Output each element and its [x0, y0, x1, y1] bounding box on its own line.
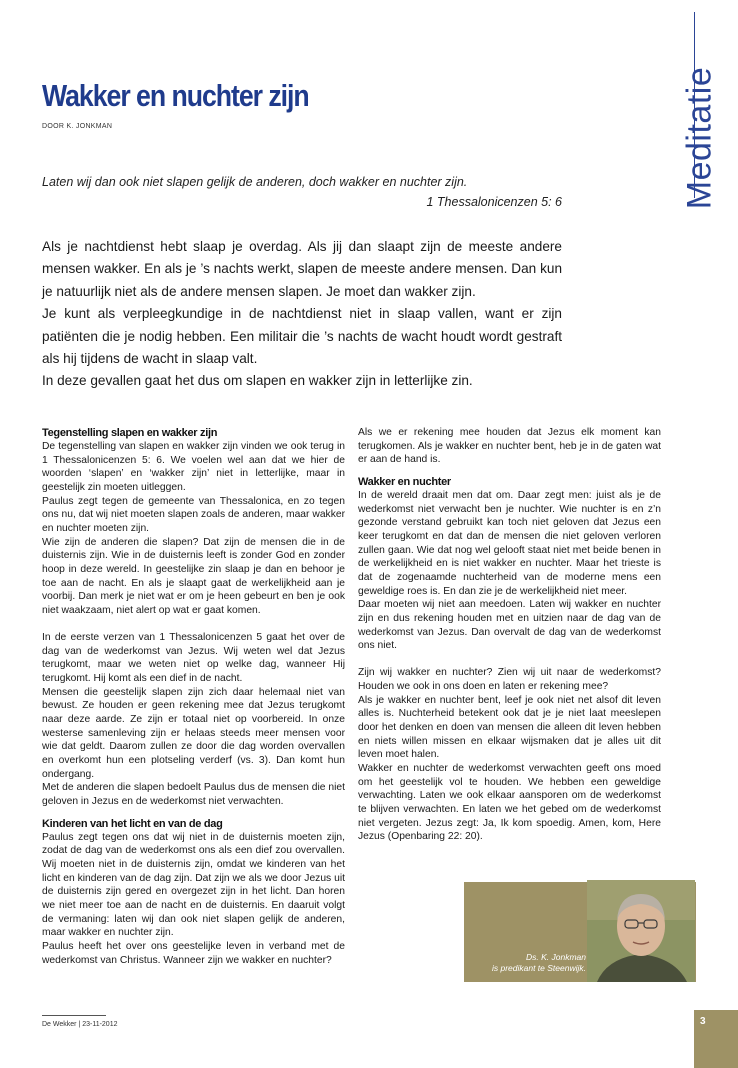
section-heading: Tegenstelling slapen en wakker zijn — [42, 427, 218, 439]
right-column — [358, 426, 661, 844]
body-paragraph: Als we er rekening mee houden dat Jezus elk moment kan terugkomen. Als je wakker en nuchter bent, heb je in de gaten wat er aan de hand is. — [358, 427, 661, 466]
intro-paragraph: Je kunt als verpleegkundige in de nachtdienst niet in slaap vallen, want er zijn patiënten die je nodig hebben. Een militair die ’s nachts de wacht houdt wordt gestraft als hij tijdens de wacht in slaap valt. — [42, 306, 562, 367]
left-column — [42, 426, 345, 967]
section-label — [678, 66, 722, 210]
body-paragraph: Wakker en nuchter de wederkomst verwachten geeft ons moed om het geestelijk vol te houden. We hebben een geweldige verwachting. Laten we ook elkaar aansporen om de wederkomst te blijven verwachten. En laten we het gebed om de wederkomst niet vergeten. Jezus zegt: Ja, Ik kom spoedig. Amen, kom, Here Jezus (Openbaring 22: 20). — [358, 763, 661, 843]
verse-reference: 1 Thessalonicenzen 5: 6 — [426, 195, 562, 209]
body-paragraph: Met de anderen die slapen bedoelt Paulus dus de mensen die niet geloven in Jezus en de wederkomst niet verwachten. — [42, 782, 345, 808]
paragraph-gap — [358, 653, 661, 667]
byline: DOOR K. JONKMAN — [42, 123, 113, 130]
page-number: 3 — [700, 1016, 706, 1027]
paragraph-gap — [42, 809, 345, 817]
article-title: Wakker en nuchter zijn — [42, 78, 309, 113]
photo-caption — [476, 952, 586, 974]
intro-text — [42, 236, 562, 393]
body-paragraph: In de wereld draait men dat om. Daar zegt men: juist als je de wederkomst niet verwacht ben je nuchter. Wie nuchter is en z’n gezonde verstand gebruikt kan toch niet geloven dat Jezus een keer terugkomt en dat dan de mensen die niet geloven verloren zullen gaan. Wie dat nog wel gelooft staat niet met beide benen in de werkelijkheid en is niet wakker en nuchter. Maar het trieste is dat de zogenaamde nuchterheid van de moderne mens een geweldige roes is. En dan zie je de werkelijkheid niet meer. — [358, 489, 661, 597]
paragraph-gap — [42, 618, 345, 632]
body-paragraph: Zijn wij wakker en nuchter? Zien wij uit naar de wederkomst? Houden we ook in ons doen en laten er rekening mee? — [358, 667, 661, 693]
body-paragraph: Wie zijn de anderen die slapen? Dat zijn de mensen die in de duisternis zijn. Wie in de duisternis leeft is zonder God en zonder hoop in deze wereld. In geestelijke zin slaap je dan en behoor je toe aan de nacht. En als je slaapt gaat de werkelijkheid aan je voorbij. Dan merk je niet wat er om je heen gebeurt en ben je ook niet waakzaam, niet alert op wat er gaat komen. — [42, 536, 345, 616]
footer-rule — [42, 1015, 106, 1016]
body-paragraph: Mensen die geestelijk slapen zijn zich daar helemaal niet van bewust. Ze houden er geen rekening mee dat Jezus terugkomt naar deze aarde. Ze zijn er totaal niet op voorbereid. In onze westerse samenleving zijn er helaas steeds meer mensen voor wie dat geldt. Daarom zullen ze door die dag worden overvallen en overkomt hun een plotseling verderf (vs. 3). Dan komt hun ondergang. — [42, 686, 345, 780]
section-heading: Wakker en nuchter — [358, 475, 451, 488]
caption-role: is predikant te Steenwijk. — [491, 963, 586, 973]
body-paragraph: Paulus heeft het over ons geestelijke leven in verband met de wederkomst van Christus. Wanneer zijn we wakker en nuchter? — [42, 940, 345, 966]
section-heading: Kinderen van het licht en van de dag — [42, 817, 223, 830]
section-label-text: Meditatie — [680, 66, 719, 210]
body-paragraph: Als je wakker en nuchter bent, leef je ook niet net alsof dit leven alles is. Nuchterheid betekent ook dat je je niet laat meeslepen door het denken en doen van mensen die alleen dit leven hebben en niets willen missen en elkaar wijsmaken dat je alles uit dit leven moet halen. — [358, 694, 661, 761]
bible-verse: Laten wij dan ook niet slapen gelijk de anderen, doch wakker en nuchter zijn. — [42, 175, 468, 189]
author-photo — [587, 880, 695, 982]
body-paragraph: Daar moeten wij niet aan meedoen. Laten wij wakker en nuchter zijn en dus rekening houden met en uitzien naar de dag van de wederkomst van Jezus. Dan overvalt de dag van de wederkomst ons niet. — [358, 599, 661, 652]
caption-name: Ds. K. Jonkman — [526, 952, 586, 962]
body-paragraph: Paulus zegt tegen ons dat wij niet in de duisternis moeten zijn, zodat de dag van de wederkomst ons als een dief zou overvallen. Wij moeten niet in de duisternis zijn, omdat we kinderen van het licht en kinderen van de dag zijn. Dat zijn we als we door Jezus uit de duisternis zijn gered en overgezet zijn in het licht. Dan horen we niet meer toe aan de nacht en de duisternis. En daaruit volgt de vermaning: laten wij dan ook niet slapen gelijk de anderen, maar wakker en nuchter zijn. — [42, 831, 345, 939]
author-portrait-icon — [587, 880, 695, 982]
body-paragraph: In de eerste verzen van 1 Thessalonicenzen 5 gaat het over de dag van de wederkomst van Jezus. Wij weten wel dat Jezus terugkomt, maar we weten niet op welke dag, wanneer Hij terugkomt. Hij komt als een dief in de nacht. — [42, 632, 345, 685]
intro-paragraph: In deze gevallen gaat het dus om slapen en wakker zijn in letterlijke zin. — [42, 373, 473, 389]
paragraph-gap — [358, 467, 661, 475]
intro-paragraph: Als je nachtdienst hebt slaap je overdag. Als jij dan slaapt zijn de meeste andere mensen wakker. En als je ’s nachts werkt, slapen de meeste andere mensen. Dan kun je natuurlijk niet als de andere mensen slapen. Je moet dan wakker zijn. — [42, 239, 562, 299]
body-paragraph: De tegenstelling van slapen en wakker zijn vinden we ook terug in 1 Thessalonicenzen 5: 6. We voelen wel aan dat we hier de woorden ‘slapen’ en ‘wakker zijn’ niet in letterlijke, maar in geestelijk zin moeten uitleggen. — [42, 441, 345, 493]
body-paragraph: Paulus zegt tegen de gemeente van Thessalonica, en zo tegen ons nu, dat wij niet moeten slapen zoals de anderen, maar wakker en nuchter moeten zijn. — [42, 495, 345, 534]
footer-text: De Wekker | 23-11-2012 — [42, 1021, 118, 1028]
